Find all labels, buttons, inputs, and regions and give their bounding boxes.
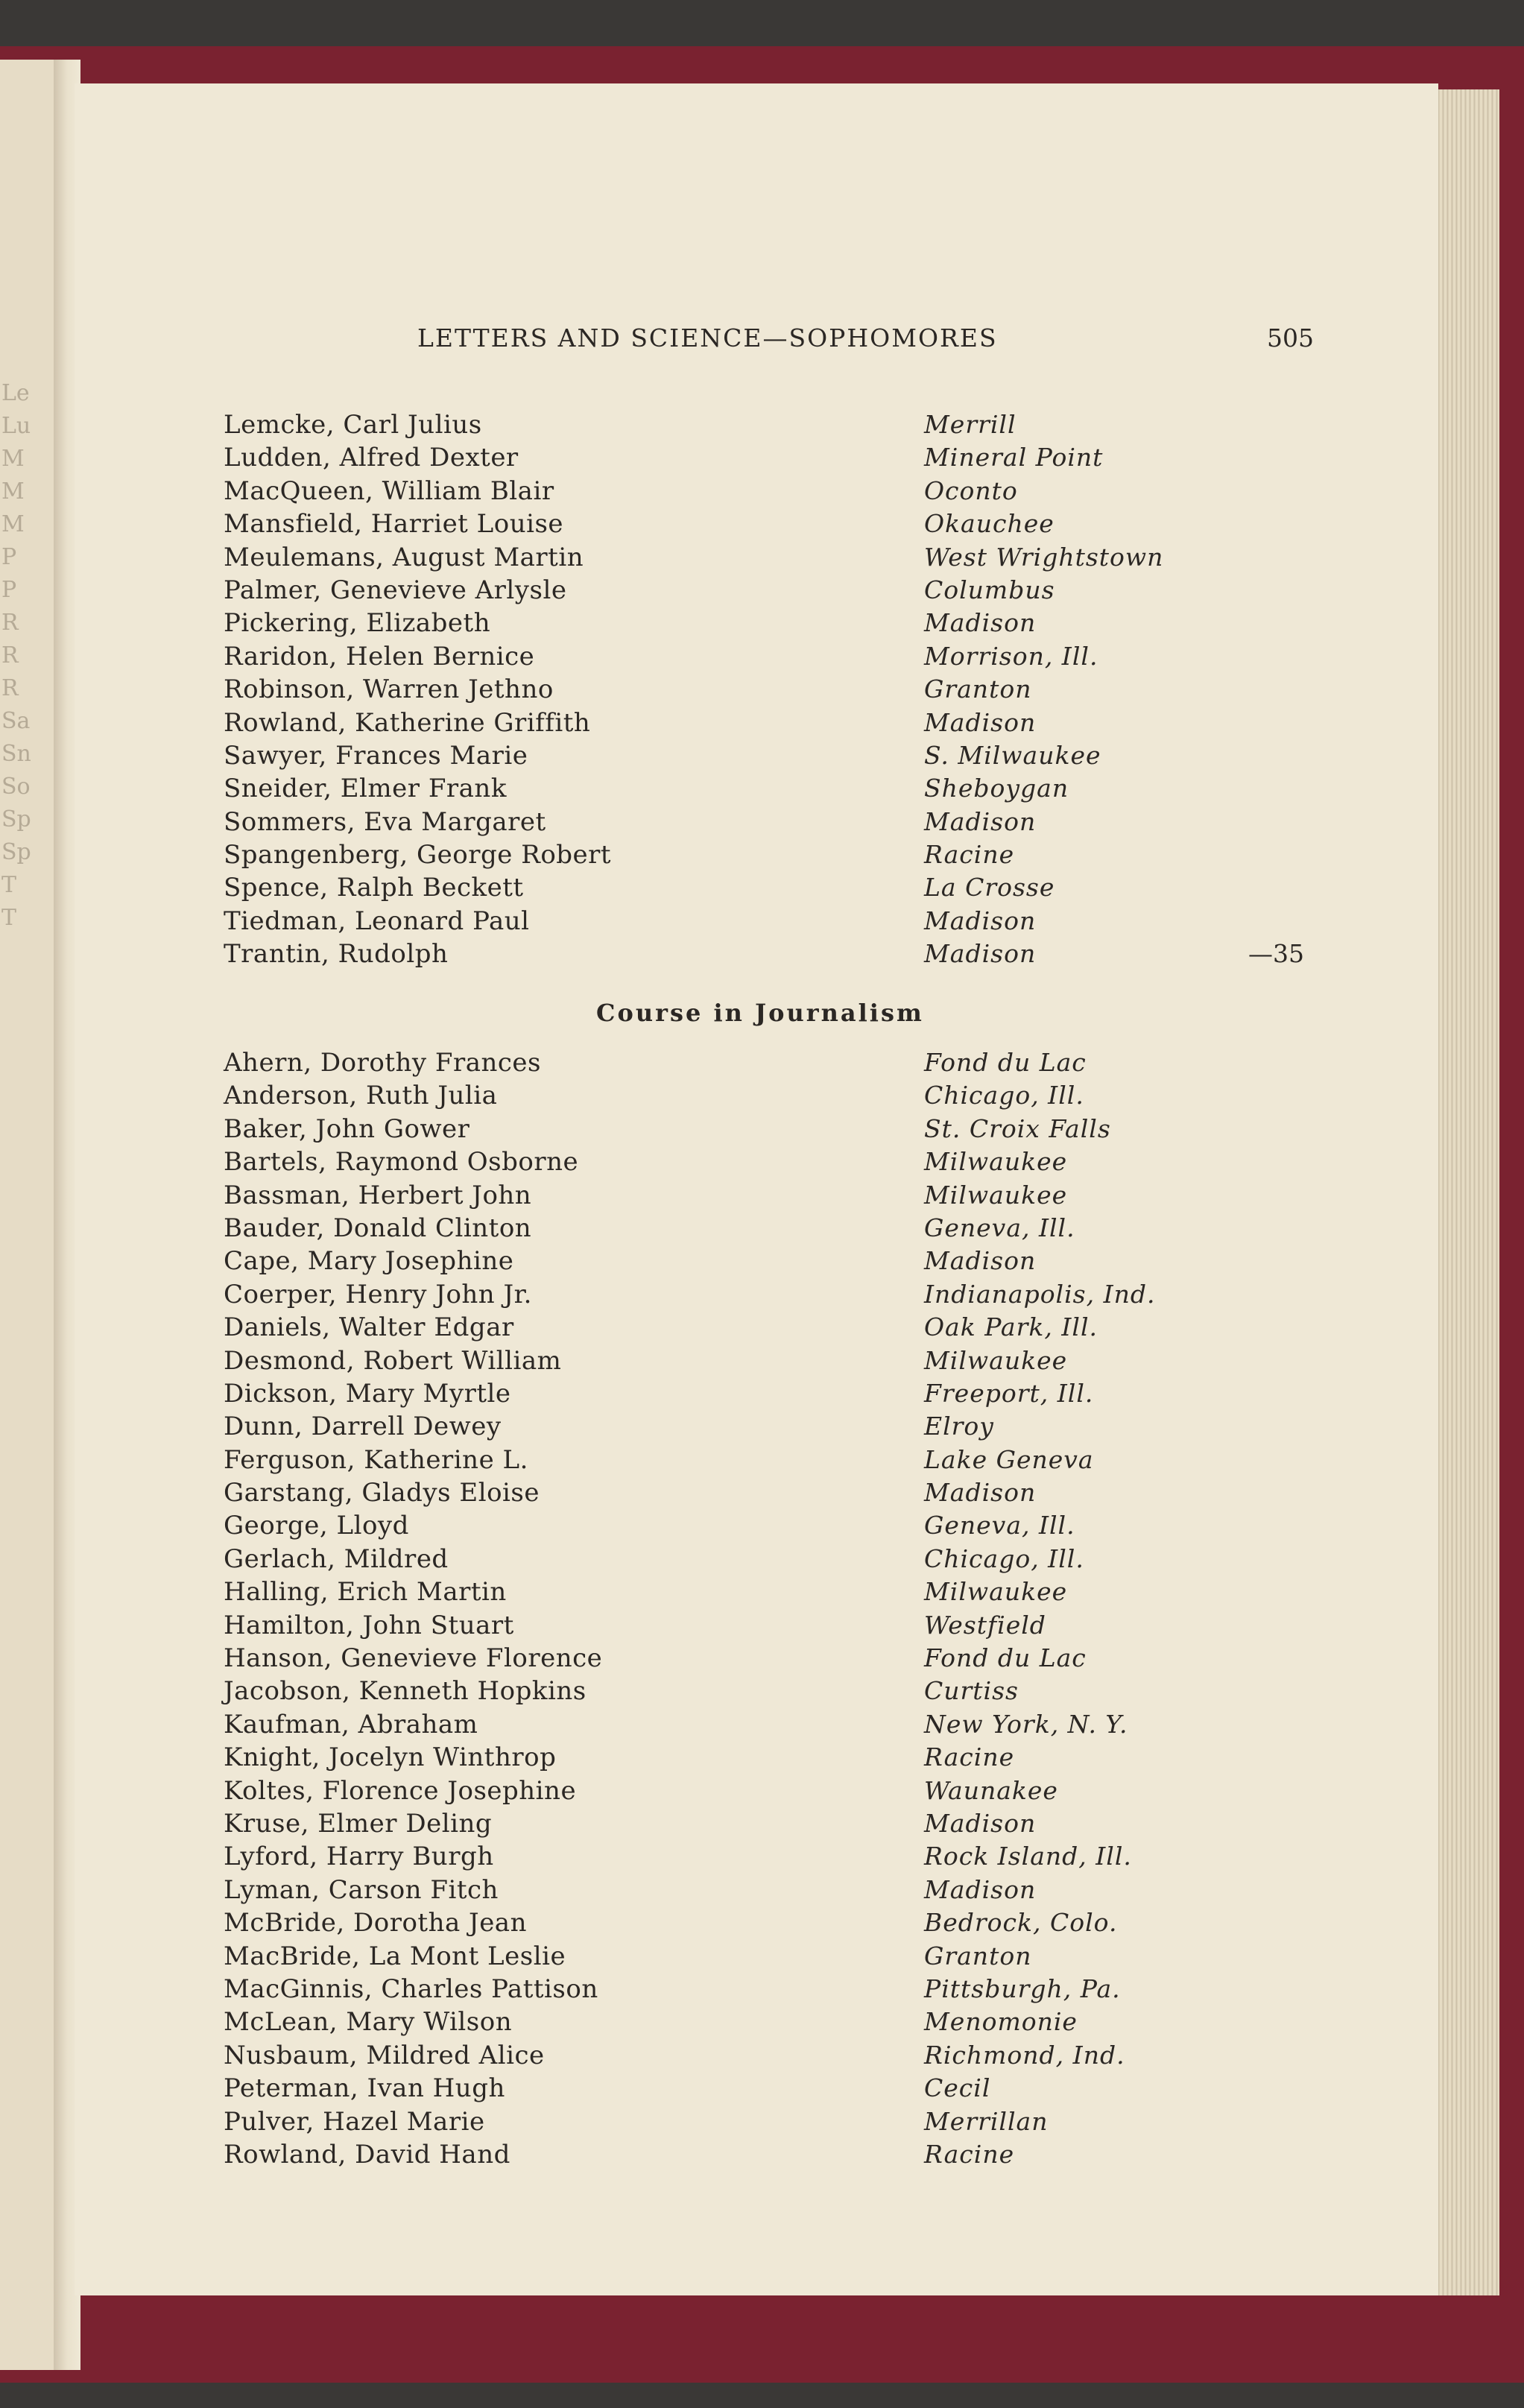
page-number: 505 (1267, 323, 1314, 353)
list-item (75, 1213, 1341, 1246)
student-name: Anderson, Ruth Julia (224, 1081, 498, 1111)
student-hometown: Sheboygan (924, 774, 1069, 803)
student-name: Rowland, Katherine Griffith (224, 707, 591, 738)
page-header (75, 323, 1341, 368)
student-name: Trantin, Rudolph (224, 939, 449, 970)
list-item (75, 642, 1341, 674)
student-name: McBride, Dorotha Jean (224, 1908, 527, 1938)
student-name: Garstang, Gladys Eloise (224, 1478, 540, 1508)
list-item (75, 1611, 1341, 1643)
student-hometown: Madison (924, 1808, 1037, 1838)
student-hometown: Okauchee (924, 509, 1055, 539)
list-item (75, 575, 1341, 608)
student-hometown: Milwaukee (924, 1577, 1068, 1607)
list-item (75, 1280, 1341, 1312)
student-name: Spence, Ralph Beckett (224, 873, 524, 903)
left-page-fragment: Sa (1, 708, 31, 734)
student-hometown: Geneva, Ill. (924, 1213, 1075, 1242)
student-hometown: Freeport, Ill. (924, 1378, 1094, 1408)
list-item (75, 1081, 1341, 1113)
student-hometown: Oak Park, Ill. (924, 1312, 1098, 1342)
student-hometown: Racine (924, 1742, 1015, 1772)
student-name: Lyman, Carson Fitch (224, 1874, 499, 1905)
student-name: Pulver, Hazel Marie (224, 2106, 485, 2137)
student-name: Sommers, Eva Margaret (224, 806, 546, 837)
student-name: Jacobson, Kenneth Hopkins (224, 1676, 586, 1707)
student-hometown: Chicago, Ill. (924, 1081, 1084, 1110)
student-hometown: Indianapolis, Ind. (924, 1279, 1156, 1309)
left-page-fragment: So (1, 774, 31, 800)
student-name: Dickson, Mary Myrtle (224, 1378, 511, 1409)
list-item (75, 2007, 1341, 2040)
student-name: Palmer, Genevieve Arlysle (224, 575, 567, 605)
student-hometown: Curtiss (924, 1676, 1019, 1706)
student-name: Sneider, Elmer Frank (224, 774, 507, 804)
list-item (75, 1181, 1341, 1213)
left-page-fragment: Lu (1, 413, 31, 439)
list-item (75, 1346, 1341, 1379)
list-item (75, 1776, 1341, 1809)
student-name: Desmond, Robert William (224, 1345, 562, 1376)
student-hometown: Lake Geneva (924, 1444, 1094, 1474)
list-item (75, 1412, 1341, 1444)
list-item (75, 1710, 1341, 1742)
sophomore-list (75, 410, 1341, 973)
student-name: Gerlach, Mildred (224, 1543, 449, 1574)
student-name: MacQueen, William Blair (224, 475, 554, 506)
student-hometown: Fond du Lac (924, 1048, 1087, 1077)
student-hometown: Pittsburgh, Pa. (924, 1974, 1121, 2003)
book-page (75, 83, 1438, 2295)
list-item (75, 840, 1341, 873)
student-name: McLean, Mary Wilson (224, 2007, 513, 2038)
list-item (75, 608, 1341, 641)
student-hometown: La Crosse (924, 873, 1055, 903)
student-hometown: Milwaukee (924, 1345, 1068, 1375)
page-stack-edge (1431, 89, 1499, 2295)
left-page-fragment: M (1, 446, 25, 472)
student-hometown: Madison (924, 939, 1037, 969)
student-name: Daniels, Walter Edgar (224, 1312, 514, 1343)
section-title-text: Course in Journalism (596, 999, 924, 1027)
list-item (75, 1246, 1341, 1279)
student-name: Nusbaum, Mildred Alice (224, 2040, 545, 2070)
list-item (75, 1147, 1341, 1180)
student-hometown: Bedrock, Colo. (924, 1908, 1118, 1938)
student-hometown: Madison (924, 1246, 1037, 1276)
left-page-fragment: Le (1, 380, 30, 406)
student-name: Lyford, Harry Burgh (224, 1842, 494, 1872)
student-hometown: Morrison, Ill. (924, 641, 1098, 671)
student-hometown: Racine (924, 840, 1015, 870)
list-item (75, 939, 1341, 972)
list-item (75, 1643, 1341, 1676)
student-hometown: New York, N. Y. (924, 1709, 1128, 1739)
list-item (75, 741, 1341, 774)
student-name: Coerper, Henry John Jr. (224, 1279, 532, 1309)
list-item (75, 1445, 1341, 1478)
list-item (75, 1842, 1341, 1874)
student-hometown: Madison (924, 707, 1037, 737)
list-item (75, 906, 1341, 939)
list-item (75, 1941, 1341, 1974)
student-name: Bassman, Herbert John (224, 1180, 532, 1210)
list-item (75, 476, 1341, 509)
list-item (75, 1676, 1341, 1709)
list-item (75, 1908, 1341, 1941)
list-item (75, 1974, 1341, 2007)
student-name: Bauder, Donald Clinton (224, 1213, 532, 1243)
list-item (75, 1511, 1341, 1543)
student-hometown: Richmond, Ind. (924, 2040, 1125, 2070)
list-item (75, 1379, 1341, 1412)
list-item (75, 1809, 1341, 1842)
student-hometown: Merrill (924, 410, 1016, 439)
student-hometown: Columbus (924, 575, 1055, 604)
list-item (75, 1312, 1341, 1345)
list-item (75, 1478, 1341, 1511)
student-name: Bartels, Raymond Osborne (224, 1147, 579, 1178)
student-name: Ludden, Alfred Dexter (224, 443, 519, 473)
left-page-fragment: R (1, 675, 19, 701)
left-page-fragment: P (1, 544, 17, 570)
list-item (75, 807, 1341, 840)
student-hometown: West Wrightstown (924, 542, 1164, 572)
student-name: Tiedman, Leonard Paul (224, 906, 530, 936)
left-page-fragment: M (1, 478, 25, 505)
student-name: Hanson, Genevieve Florence (224, 1643, 603, 1674)
student-hometown: Geneva, Ill. (924, 1511, 1075, 1540)
student-name: Kaufman, Abraham (224, 1709, 478, 1739)
student-hometown: Oconto (924, 475, 1018, 505)
student-name: Halling, Erich Martin (224, 1577, 507, 1608)
student-hometown: Milwaukee (924, 1147, 1068, 1177)
student-hometown: Merrillan (924, 2106, 1049, 2136)
list-item (75, 1577, 1341, 1610)
left-page-fragment: Sn (1, 741, 31, 767)
list-item (75, 1544, 1341, 1577)
journalism-list (75, 1048, 1341, 2172)
student-hometown: Milwaukee (924, 1180, 1068, 1210)
list-item (75, 1114, 1341, 1147)
left-page-fragment: Sp (1, 806, 31, 832)
left-page-fragment: M (1, 511, 25, 537)
list-item (75, 410, 1341, 443)
student-name: Peterman, Ivan Hugh (224, 2073, 505, 2104)
student-name: Dunn, Darrell Dewey (224, 1412, 502, 1442)
left-page-fragment: T (1, 905, 17, 931)
student-hometown: Mineral Point (924, 443, 1104, 473)
student-hometown: Waunakee (924, 1775, 1058, 1805)
list-item (75, 2073, 1341, 2106)
list-item (75, 708, 1341, 741)
student-hometown: Elroy (924, 1412, 994, 1441)
student-hometown: Fond du Lac (924, 1643, 1087, 1673)
student-name: Lemcke, Carl Julius (224, 410, 482, 440)
student-hometown: Granton (924, 674, 1032, 704)
student-name: Cape, Mary Josephine (224, 1246, 514, 1277)
left-page-fragment: R (1, 610, 19, 636)
student-hometown: Chicago, Ill. (924, 1543, 1084, 1573)
list-item (75, 2140, 1341, 2172)
left-page-fragment: T (1, 872, 17, 898)
student-name: Hamilton, John Stuart (224, 1610, 514, 1640)
group-count: —35 (1248, 939, 1304, 969)
list-item (75, 1048, 1341, 1081)
student-name: MacBride, La Mont Leslie (224, 1941, 566, 1971)
student-name: Baker, John Gower (224, 1113, 470, 1144)
list-item (75, 2041, 1341, 2073)
student-name: Knight, Jocelyn Winthrop (224, 1742, 557, 1773)
student-name: Robinson, Warren Jethno (224, 674, 554, 705)
student-name: MacGinnis, Charles Pattison (224, 1974, 598, 2004)
student-name: Sawyer, Frances Marie (224, 740, 528, 771)
student-hometown: Westfield (924, 1610, 1046, 1640)
student-hometown: Madison (924, 608, 1037, 638)
left-page-fragment: Sp (1, 839, 31, 865)
list-item (75, 543, 1341, 575)
list-item (75, 443, 1341, 475)
left-page-fragment: R (1, 642, 19, 669)
student-hometown: S. Milwaukee (924, 740, 1101, 770)
running-head: LETTERS AND SCIENCE—SOPHOMORES (417, 323, 998, 353)
list-item (75, 774, 1341, 806)
student-name: Meulemans, August Martin (224, 542, 584, 572)
student-name: George, Lloyd (224, 1511, 409, 1541)
student-hometown: Cecil (924, 2073, 991, 2103)
student-name: Kruse, Elmer Deling (224, 1808, 493, 1839)
student-name: Rowland, David Hand (224, 2139, 510, 2170)
student-name: Pickering, Elizabeth (224, 608, 491, 639)
list-item (75, 873, 1341, 906)
student-name: Spangenberg, George Robert (224, 840, 612, 870)
student-hometown: Racine (924, 2139, 1015, 2169)
student-hometown: Madison (924, 806, 1037, 836)
list-item (75, 674, 1341, 707)
student-name: Mansfield, Harriet Louise (224, 509, 564, 540)
left-page-fragment: P (1, 577, 17, 603)
student-name: Koltes, Florence Josephine (224, 1775, 577, 1806)
list-item (75, 509, 1341, 542)
student-hometown: Granton (924, 1941, 1032, 1971)
list-item (75, 2107, 1341, 2140)
student-name: Raridon, Helen Bernice (224, 641, 535, 671)
student-hometown: St. Croix Falls (924, 1113, 1111, 1143)
student-hometown: Menomonie (924, 2007, 1078, 2037)
student-hometown: Madison (924, 1874, 1037, 1904)
student-name: Ferguson, Katherine L. (224, 1444, 528, 1475)
left-page-fragments (1, 380, 31, 938)
student-hometown: Madison (924, 1478, 1037, 1508)
student-hometown: Madison (924, 906, 1037, 935)
student-name: Ahern, Dorothy Frances (224, 1048, 541, 1078)
student-hometown: Rock Island, Ill. (924, 1842, 1132, 1871)
list-item (75, 1742, 1341, 1775)
list-item (75, 1875, 1341, 1908)
